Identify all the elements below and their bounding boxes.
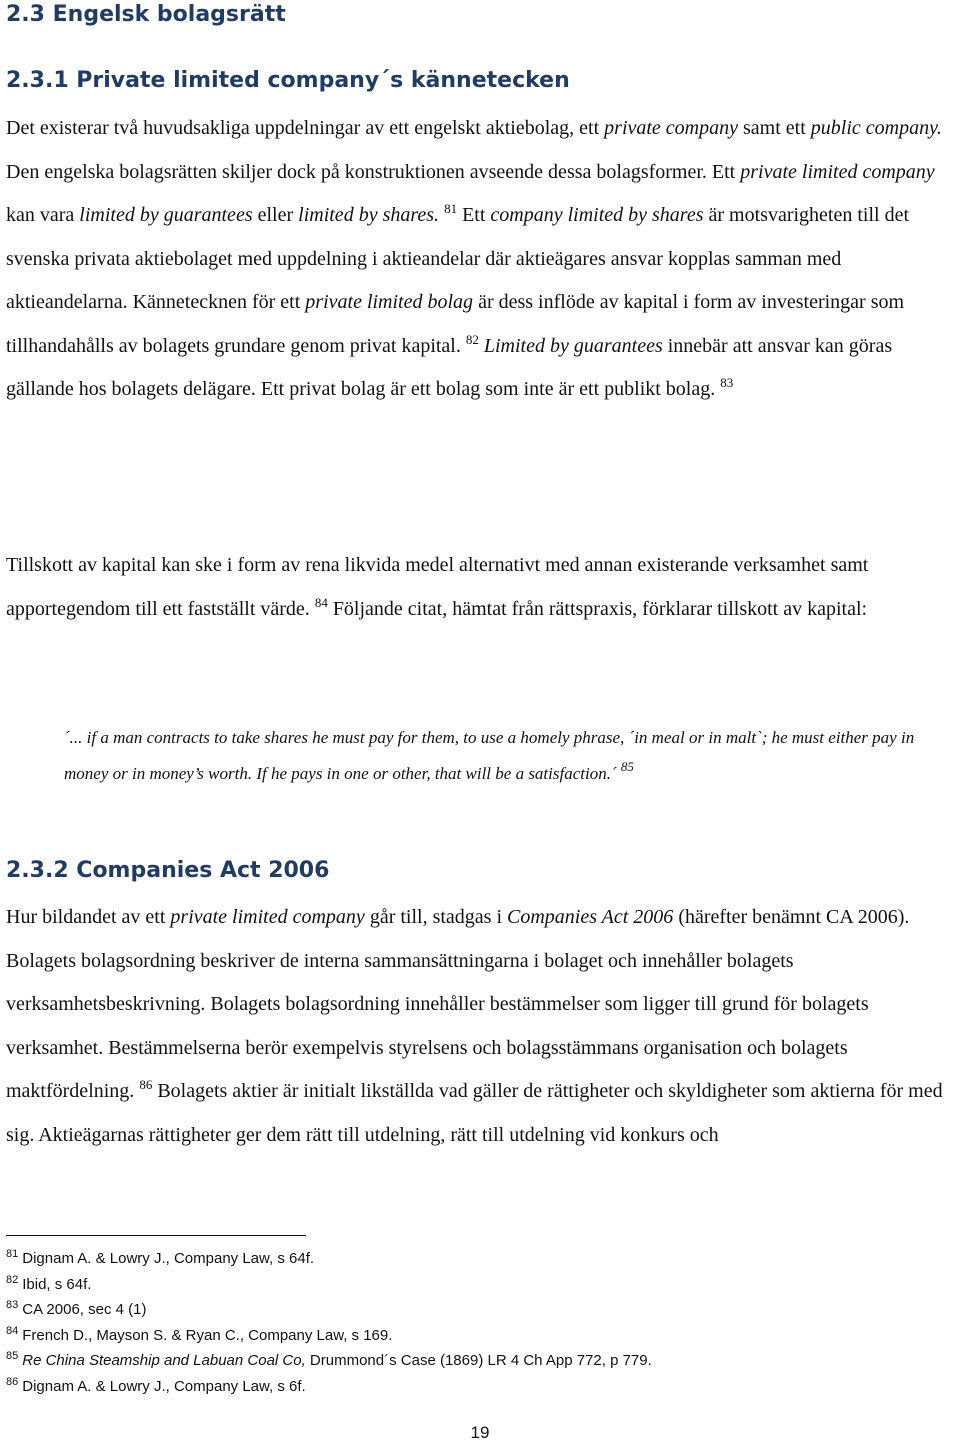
footnote-item: $^{84}$ French D., Mayson S. & Ryan C., Company Law, s 169. [6,1324,393,1344]
footnote-ref: 85 [620,759,634,774]
paragraph-capital-contribution: Tillskott av kapital kan ske i form av rena likvida medel alternativt med annan existerande verksamhet samt apportegendom till ett fastställt värde. $^{84}$ Följande citat, hämtat från rättspraxis, förklarar tillskott av kapital: [6,554,869,620]
footnote-ref: 84 [314,594,328,610]
footnote-item: $^{83}$ CA 2006, sec 4 (1) [6,1299,147,1318]
footnote-item: $^{81}$ Dignam A. & Lowry J., Company Law, s 64f. [6,1248,315,1267]
footnote-ref: 82 [465,331,479,347]
footnote-ref: 86 [139,1077,153,1092]
footnote-item: $^{85}$ Re China Steamship and Labuan Coal Co, Drummond´s Case (1869) LR 4 Ch App 772, p 779. [6,1350,652,1369]
section-heading: 2.3 Engelsk bolagsrätt [6,2,286,27]
subsection-heading-private-limited: 2.3.1 Private limited company´s kännetecken [6,68,570,93]
footnote-item: $^{86}$ Dignam A. & Lowry J., Company Law, s 6f. [6,1375,306,1395]
case-quote: ´... if a man contracts to take shares he must pay for them, to use a homely phrase, ´in meal or in malt`; he must either pay in money or in money’s worth. If he pays in one or other, that will be a satisfaction.´ $^{85}$ [64,728,915,783]
footnote-ref: 81 [444,201,458,216]
footnote-list [6,1246,946,1399]
paragraph-private-limited: Det existerar två huvudsakliga uppdelningar av ett engelskt aktiebolag, ett private company samt ett public company. Den engelska bolagsrätten skiljer dock på konstruktionen avseende dessa bolagsformer. Ett private limited company kan vara limited by guarantees eller limited by shares. $^{81}$ Ett company limited by shares är motsvarigheten till det svenska privata aktiebolaget med uppdelning i aktieandelar där aktieägares ansvar kopplas samman med aktieandelarna. Kännetecknen för ett private limited bolag är dess inflöde av kapital i form av investeringar som tillhandahålls av bolagets grundare genom privat kapital. $^{82}$ Limited by guarantees innebär att ansvar kan göras gällande hos bolagets delägare. Ett privat bolag är ett bolag som inte är ett publikt bolag. $^{83}$ [6,117,942,400]
paragraph-companies-act: Hur bildandet av ett private limited company går till, stadgas i Companies Act 2006 (härefter benämnt CA 2006). Bolagets bolagsordning beskriver de interna sammansättningarna i bolaget och innehåller bolagets verksamhetsbeskrivning. Bolagets bolagsordning innehåller bestämmelser som ligger till grund för bolagets verksamhet. Bestämmelserna berör exempelvis styrelsens och bolagsstämmans organisation och bolagets maktfördelning. $^{86}$ Bolagets aktier är initialt likställda vad gäller de rättigheter och skyldigheter som aktierna för med sig. Aktieägarnas rättigheter ger dem rätt till utdelning, rätt till utdelning vid konkurs och [6,906,943,1146]
footnote-item: $^{82}$ Ibid, s 64f. [6,1273,92,1293]
page-number: 19 [470,1423,490,1442]
subsection-heading-companies-act: 2.3.2 Companies Act 2006 [6,858,330,883]
footnote-ref: 83 [720,375,734,390]
footnote-divider [6,1235,306,1236]
